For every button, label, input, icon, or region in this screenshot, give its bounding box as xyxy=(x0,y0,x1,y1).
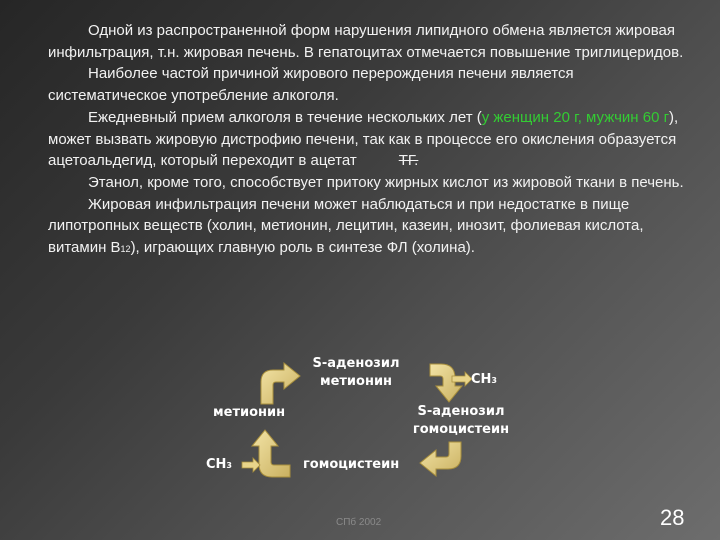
label-s-adenosylmethionine xyxy=(296,355,416,391)
daily-alcohol-text-end: ), может вызвать жировую дистрофию печени, так как в процессе его окисления образуется ацетоальдегид, который переходит в ацетат xyxy=(48,108,679,170)
homocysteine-text: гомоцистеин xyxy=(303,457,400,472)
vitamin-b12-subscript: 12 xyxy=(120,244,131,255)
ch3-out-subscript: 3 xyxy=(491,376,497,385)
label-s-adenosylhomocysteine xyxy=(401,403,521,439)
label-ch3-in xyxy=(206,456,232,475)
ch3-input-arrow-icon xyxy=(242,458,260,472)
alcohol-dose-highlight: у женщин 20 г, мужчин 60 г xyxy=(481,108,670,126)
methionine-text: метионин xyxy=(213,405,286,420)
page-number: 28 xyxy=(660,505,685,530)
label-homocysteine xyxy=(303,456,399,474)
paragraph-ethanol-fatty-acids: Этанол, кроме того, способствует притоку жирных кислот из жировой ткани в печень. xyxy=(88,173,684,191)
sah-line-2: гомоцистеин xyxy=(412,422,510,437)
cycle-arrow-left-up-icon xyxy=(252,430,290,477)
label-ch3-out xyxy=(471,371,497,390)
lipotropic-text: Жировая инфильтрация печени может наблюдаться и при недостатке в пище липотропных веществ (холин, метионин, лецитин, казеин, инозит, фолиевая кислота, витамин В xyxy=(48,195,644,257)
daily-alcohol-text-start: Ежедневный прием алкоголя в течение нескольких лет ( xyxy=(88,108,482,126)
footer-label: СПб 2002 xyxy=(336,517,382,528)
paragraph-alcohol-cause: Наиболее частой причиной жирового перерождения печени является систематическое употребление алкоголя. xyxy=(48,65,574,105)
sah-line-1: S-аденозил xyxy=(417,404,505,419)
lipotropic-text-end: ), играющих главную роль в синтезе ФЛ (холина). xyxy=(130,239,475,257)
struck-tg-text: ТГ. xyxy=(398,152,419,170)
cycle-arrow-down-left-icon xyxy=(420,442,461,476)
sam-line-2: метионин xyxy=(319,374,393,389)
paragraph-fatty-infiltration: Одной из распространенной форм нарушения липидного обмена является жировая инфильтрация, т.н. жировая печень. В гепатоцитах отмечается повышение триглицеридов. xyxy=(48,22,684,61)
ch3-in-subscript: 3 xyxy=(226,461,232,470)
label-methionine xyxy=(213,404,285,422)
ch3-in-base: CH xyxy=(206,457,227,472)
cycle-arrow-right-down-icon xyxy=(430,364,462,402)
ch3-out-base: CH xyxy=(471,372,492,387)
sam-line-1: S-аденозил xyxy=(312,356,400,371)
cycle-arrow-up-right-icon xyxy=(261,363,300,404)
